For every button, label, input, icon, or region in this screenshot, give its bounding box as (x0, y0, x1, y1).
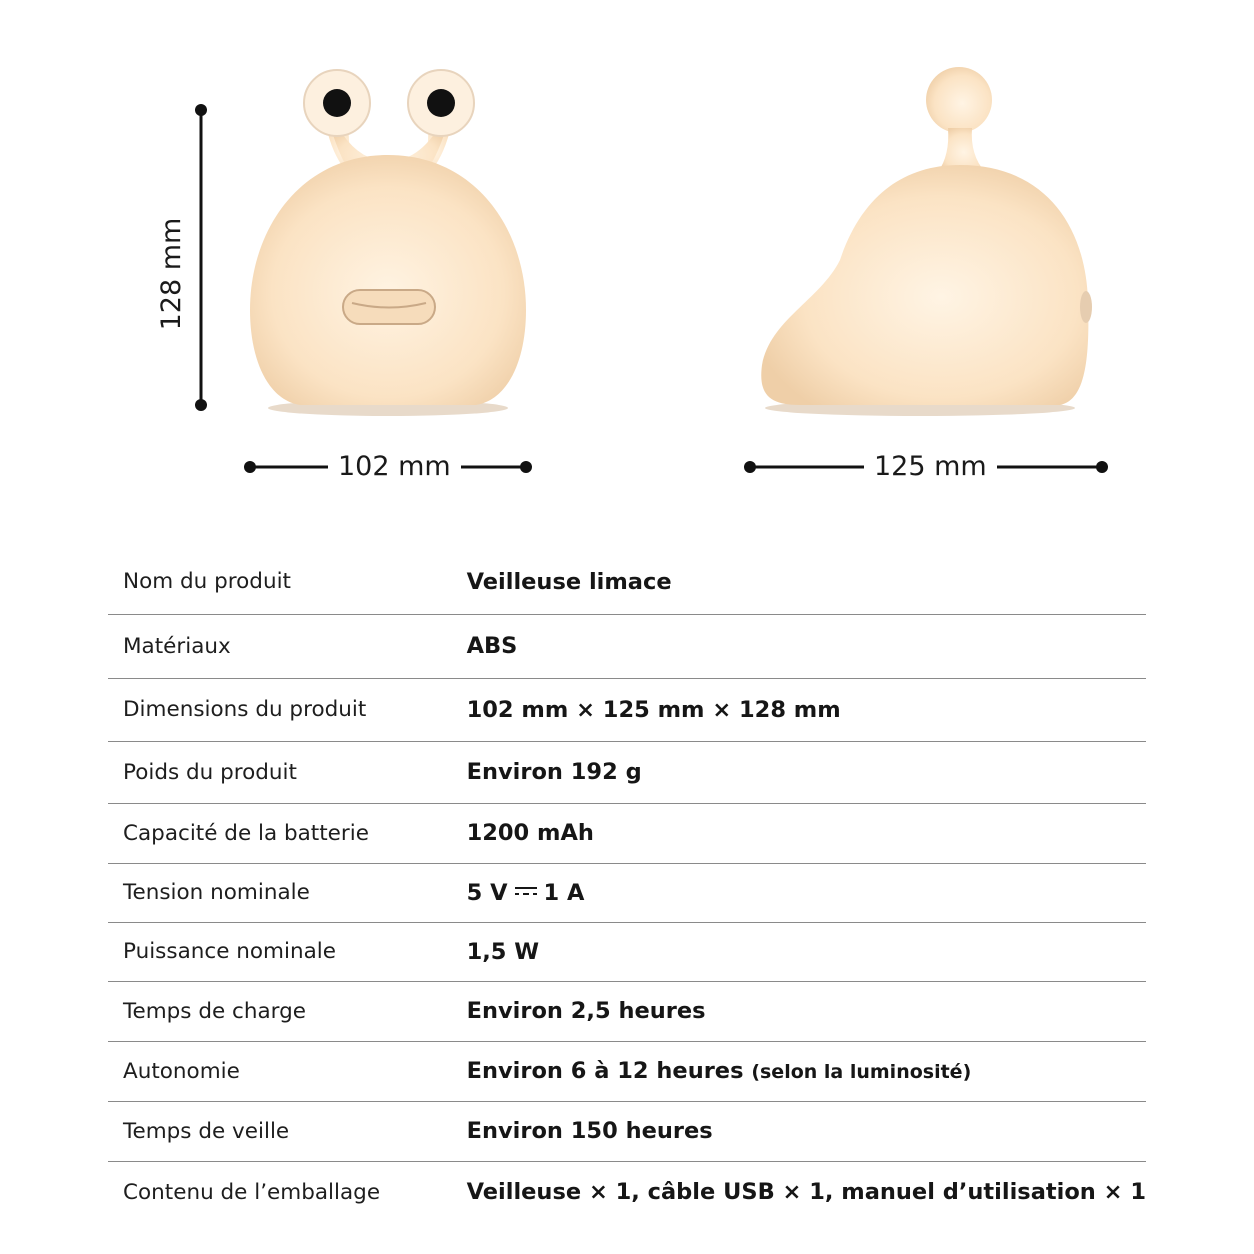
spec-row (108, 1161, 1146, 1223)
spec-row (108, 678, 1146, 741)
voltage-value: 5 V (466, 879, 508, 906)
autonomy-value: Environ 6 à 12 heures (466, 1058, 744, 1084)
spec-label: Temps de veille (123, 1118, 290, 1144)
side-width-label: 125 mm (864, 450, 997, 484)
spec-row (108, 1101, 1146, 1161)
spec-value: Environ 150 heures (466, 1118, 713, 1144)
spec-row (108, 741, 1146, 803)
side-view-lamp (761, 67, 1092, 416)
spec-value: 102 mm × 125 mm × 128 mm (466, 696, 841, 723)
spec-value: Environ 2,5 heures (466, 998, 706, 1024)
spec-label: Capacité de la batterie (123, 820, 369, 846)
current-value: 1 A (543, 879, 585, 906)
spec-label: Poids du produit (123, 759, 297, 785)
spec-label: Dimensions du produit (123, 697, 367, 722)
autonomy-note: (selon la luminosité) (751, 1061, 972, 1083)
spec-table (108, 550, 1146, 1223)
spec-label: Temps de charge (123, 998, 307, 1024)
product-dimension-figure (0, 0, 1254, 520)
spec-value (452, 863, 1146, 922)
spec-label: Autonomie (123, 1058, 240, 1084)
spec-value: ABS (466, 633, 518, 659)
spec-row (108, 614, 1146, 678)
spec-value (452, 1041, 1146, 1101)
spec-row (108, 863, 1146, 922)
spec-value: Veilleuse limace (466, 568, 672, 595)
front-width-label: 102 mm (328, 450, 461, 484)
front-view-lamp (250, 70, 526, 416)
spec-value: 1,5 W (466, 938, 540, 965)
spec-label: Contenu de l’emballage (123, 1179, 381, 1205)
spec-value: 1200 mAh (466, 820, 594, 846)
spec-label: Puissance nominale (123, 939, 336, 964)
spec-label: Tension nominale (123, 880, 310, 905)
spec-row (108, 981, 1146, 1041)
spec-label: Nom du produit (123, 569, 291, 595)
spec-row (108, 1041, 1146, 1101)
height-label: 128 mm (156, 217, 187, 331)
spec-row (108, 803, 1146, 863)
height-dimension-line (195, 104, 207, 411)
spec-value: Veilleuse × 1, câble USB × 1, manuel d’utilisation × 1 (466, 1179, 1146, 1206)
dc-current-icon (514, 884, 538, 898)
spec-value: Environ 192 g (466, 759, 642, 785)
spec-row (108, 922, 1146, 981)
spec-label: Matériaux (123, 633, 231, 659)
spec-row (108, 550, 1146, 614)
